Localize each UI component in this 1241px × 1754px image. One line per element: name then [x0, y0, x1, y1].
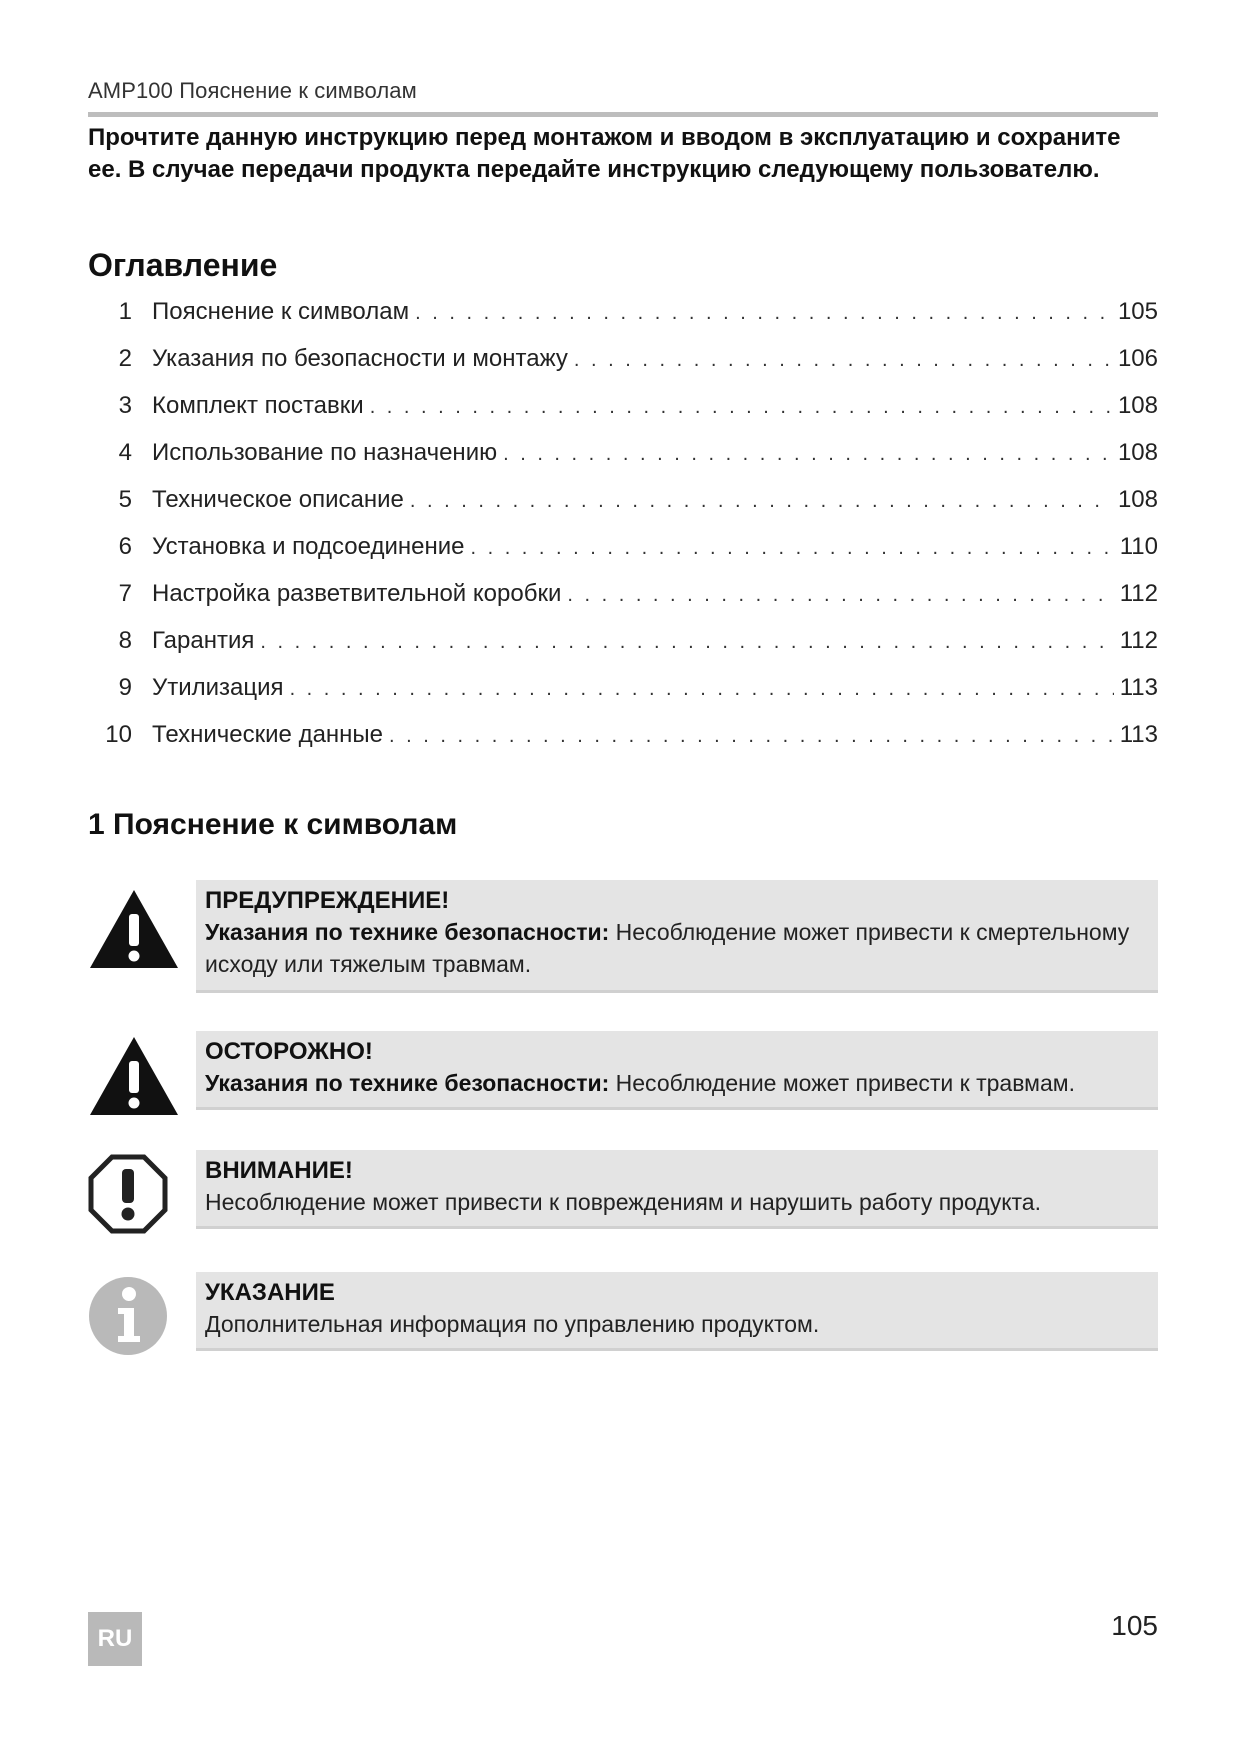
toc-label: Использование по назначению — [152, 439, 498, 466]
toc-page: 110 — [1119, 533, 1158, 560]
notice-body: Несоблюдение может привести к смертельному исходу или тяжелым травмам. — [205, 919, 1130, 977]
toc-label: Указания по безопасности и монтажу — [152, 345, 568, 372]
toc-entry-9[interactable] — [88, 674, 1158, 721]
toc-page: 105 — [1117, 298, 1158, 325]
toc-label: Утилизация — [152, 674, 284, 701]
toc-number: 5 — [118, 486, 132, 513]
notice-text — [205, 916, 1148, 980]
notice-lead: Указания по технике безопасности: — [205, 919, 610, 945]
notice-body: Несоблюдение может привести к травмам. — [609, 1070, 1075, 1096]
language-badge: RU — [88, 1612, 142, 1666]
toc-entry-1[interactable] — [88, 298, 1158, 345]
toc-number: 9 — [118, 674, 132, 701]
toc-page: 108 — [1117, 439, 1158, 466]
toc-entry-8[interactable] — [88, 627, 1158, 674]
notice-title: ПРЕДУПРЕЖДЕНИЕ! — [205, 887, 450, 914]
toc-number: 4 — [118, 439, 132, 466]
notice-body: Дополнительная информация по управлению продуктом. — [205, 1311, 820, 1337]
toc-number: 7 — [118, 580, 132, 607]
toc-entry-7[interactable] — [88, 580, 1158, 627]
toc-leader-dots — [260, 631, 1113, 654]
toc-entry-2[interactable] — [88, 345, 1158, 392]
toc-label: Гарантия — [152, 627, 255, 654]
toc-leader-dots — [574, 349, 1112, 372]
notice-box — [196, 1272, 1158, 1348]
toc-page: 108 — [1117, 392, 1158, 419]
toc-leader-dots — [290, 678, 1114, 701]
attention-octagon-icon — [88, 1154, 168, 1234]
notice-lead: Указания по технике безопасности: — [205, 1070, 610, 1096]
toc-entry-4[interactable] — [88, 439, 1158, 486]
toc-number: 8 — [118, 627, 132, 654]
notice-text — [205, 1067, 1148, 1099]
warning-triangle-icon — [88, 884, 180, 976]
toc-page: 113 — [1119, 674, 1158, 701]
toc-number: 2 — [118, 345, 132, 372]
toc-leader-dots — [470, 537, 1113, 560]
caution-triangle-icon — [88, 1031, 180, 1123]
toc-label: Настройка разветвительной коробки — [152, 580, 562, 607]
toc-leader-dots — [503, 443, 1112, 466]
toc-label: Установка и подсоединение — [152, 533, 465, 560]
toc-entry-10[interactable] — [88, 721, 1158, 768]
toc-label: Технические данные — [152, 721, 384, 748]
toc-label: Техническое описание — [152, 486, 404, 513]
intro-paragraph: Прочтите данную инструкцию перед монтажом и вводом в эксплуатацию и сохраните ее. В случае передачи продукта передайте инструкцию следующему пользователю. — [88, 124, 1121, 183]
notice-title: УКАЗАНИЕ — [205, 1279, 335, 1306]
toc-leader-dots — [567, 584, 1113, 607]
toc-page: 112 — [1119, 580, 1158, 607]
toc-number: 1 — [118, 298, 132, 325]
toc-label: Комплект поставки — [152, 392, 364, 419]
info-circle-icon — [88, 1276, 168, 1356]
toc-entry-3[interactable] — [88, 392, 1158, 439]
notice-title: ОСТОРОЖНО! — [205, 1038, 373, 1065]
running-header: AMP100 Пояснение к символам — [88, 78, 417, 103]
toc-number: 6 — [118, 533, 132, 560]
header-rule — [88, 112, 1158, 117]
table-of-contents — [88, 298, 1158, 768]
section-title: 1 Пояснение к символам — [88, 808, 458, 841]
toc-page: 106 — [1117, 345, 1158, 372]
toc-entry-6[interactable] — [88, 533, 1158, 580]
toc-page: 113 — [1119, 721, 1158, 748]
toc-entry-5[interactable] — [88, 486, 1158, 533]
notice-title: ВНИМАНИЕ! — [205, 1157, 353, 1184]
toc-number: 3 — [118, 392, 132, 419]
notice-box — [196, 1031, 1158, 1107]
notice-box — [196, 1150, 1158, 1226]
toc-page: 112 — [1119, 627, 1158, 654]
notice-body: Несоблюдение может привести к повреждениям и нарушить работу продукта. — [205, 1189, 1041, 1215]
toc-page: 108 — [1117, 486, 1158, 513]
toc-leader-dots — [415, 302, 1112, 325]
toc-leader-dots — [410, 490, 1112, 513]
toc-label: Пояснение к символам — [152, 298, 410, 325]
page-number: 105 — [1111, 1610, 1158, 1641]
toc-leader-dots — [370, 396, 1112, 419]
toc-number: 10 — [105, 721, 132, 748]
toc-leader-dots — [389, 725, 1114, 748]
toc-title: Оглавление — [88, 247, 278, 283]
notice-box — [196, 880, 1158, 990]
